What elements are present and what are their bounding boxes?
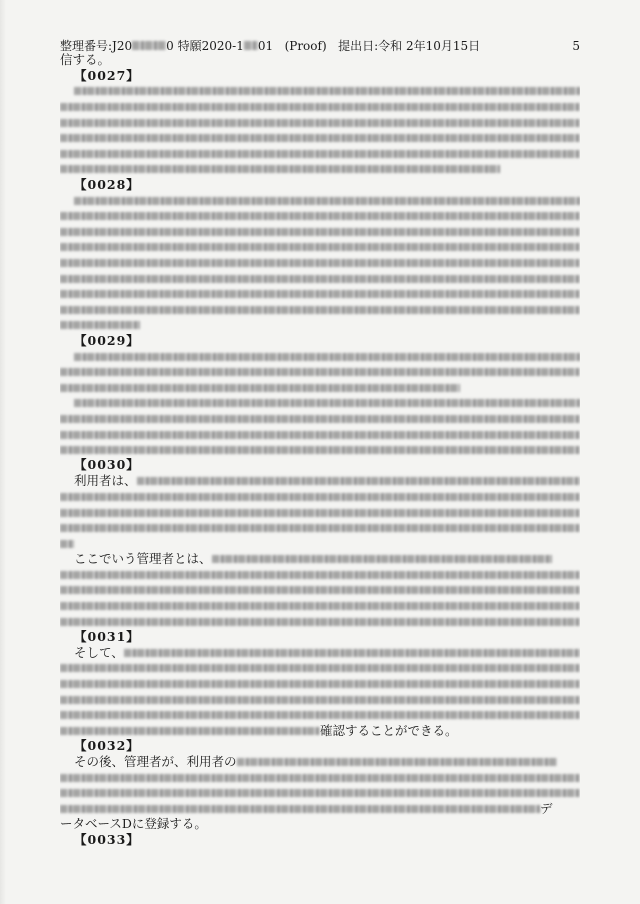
redacted-text: [60, 727, 320, 735]
redacted-text: [60, 243, 580, 251]
proof-mark: (Proof): [284, 39, 327, 53]
paragraph-number: 【0031】: [74, 628, 140, 644]
text-line: [60, 473, 580, 489]
redacted-text: [137, 477, 580, 485]
redacted-text: [60, 664, 580, 672]
text-line: [60, 442, 580, 458]
redacted-text: [74, 399, 580, 407]
text-line: [60, 224, 580, 240]
text-line: [60, 130, 580, 146]
text-line: [60, 613, 580, 629]
redacted-text: [60, 306, 580, 314]
text-line: [60, 801, 580, 817]
text-line: [60, 754, 580, 770]
text-line: [60, 302, 580, 318]
text-line: [60, 146, 580, 162]
text-line: [60, 83, 580, 99]
text-line: [60, 645, 580, 661]
text-line: [60, 769, 580, 785]
text-line: [60, 192, 580, 208]
redacted-text: [60, 228, 580, 236]
text-line: [60, 348, 580, 364]
redacted-text: [124, 649, 580, 657]
line-text: 利用者は、: [74, 473, 137, 489]
redacted-text: [60, 711, 580, 719]
redacted-text: [60, 696, 580, 704]
application-number-tail: 01: [257, 39, 274, 53]
reference-number-label: 整理番号:J20: [60, 39, 133, 53]
paragraph-number: 【0027】: [74, 67, 140, 83]
text-line: [60, 99, 580, 115]
redacted-text: [60, 805, 540, 813]
redacted-text: [237, 758, 557, 766]
page-number: 5: [572, 39, 580, 53]
text-line: [60, 411, 580, 427]
text-line: [60, 691, 580, 707]
paragraph-number: 【0030】: [74, 457, 140, 473]
redacted-text: [60, 321, 140, 329]
paragraph-number: 【0033】: [74, 831, 140, 847]
text-line: [60, 52, 580, 68]
redacted-text: [60, 368, 580, 376]
text-line: [60, 504, 580, 520]
redacted-text: [60, 431, 580, 439]
text-line: [60, 286, 580, 302]
line-text-tail: デ: [540, 800, 553, 816]
redacted-text: [60, 212, 580, 220]
text-line: [60, 582, 580, 598]
text-line: [60, 114, 580, 130]
redacted-text: [74, 87, 580, 95]
redacted-text: [74, 353, 580, 361]
redacted-text: [60, 165, 500, 173]
line-text: ここでいう管理者とは、: [74, 551, 212, 566]
text-line: [60, 567, 580, 583]
redacted-text: [60, 275, 580, 283]
redacted-text: [60, 509, 580, 517]
reference-number-tail: 0: [166, 39, 174, 53]
redacted-text: [60, 774, 580, 782]
text-line: [60, 395, 580, 411]
paragraph-number: 【0032】: [74, 738, 140, 754]
text-line: [60, 785, 580, 801]
paragraph-number: 【0028】: [74, 176, 140, 192]
redacted-text: [60, 540, 74, 548]
redacted-text: [60, 384, 460, 392]
redacted-text: [60, 103, 580, 111]
redacted-text: [60, 493, 580, 501]
redacted-application: [244, 41, 258, 50]
redacted-text: [60, 571, 580, 579]
text-line: [60, 379, 580, 395]
redacted-text: [74, 197, 580, 205]
line-text: そして、: [74, 644, 124, 660]
redacted-text: [60, 446, 580, 454]
text-line: [60, 364, 580, 380]
text-line: [60, 270, 580, 286]
text-line: [60, 520, 580, 536]
line-text: 信する。: [60, 52, 111, 67]
paragraph-number: 【0029】: [74, 332, 140, 348]
text-line: [60, 551, 580, 567]
text-line: [60, 535, 580, 551]
text-line: [60, 255, 580, 271]
redacted-text: [60, 618, 580, 626]
redacted-text: [60, 415, 580, 423]
scan-edge-left: [0, 0, 6, 904]
redacted-text: [60, 134, 580, 142]
text-line: [60, 676, 580, 692]
text-line: [60, 317, 580, 333]
redacted-text: [60, 119, 580, 127]
text-line: [60, 723, 580, 739]
line-text: その後、管理者が、利用者の: [74, 753, 237, 769]
redacted-text: [60, 586, 580, 594]
text-line: [60, 598, 580, 614]
redacted-text: [60, 602, 580, 610]
text-line: [60, 239, 580, 255]
line-text-tail: 確認することができる。: [320, 722, 458, 738]
redacted-text: [60, 789, 580, 797]
redacted-reference: [132, 41, 166, 50]
redacted-text: [60, 290, 580, 298]
document-body: [60, 52, 580, 847]
text-line: [60, 161, 580, 177]
redacted-text: [212, 555, 552, 563]
application-number-label: 特願2020-1: [177, 39, 244, 53]
text-line: [60, 426, 580, 442]
redacted-text: [60, 259, 580, 267]
text-line: [60, 660, 580, 676]
text-line: [60, 816, 580, 832]
redacted-text: [60, 680, 580, 688]
text-line: [60, 707, 580, 723]
text-line: [60, 489, 580, 505]
text-line: [60, 208, 580, 224]
redacted-text: [60, 524, 580, 532]
line-text: ータベースDに登録する。: [60, 816, 207, 832]
filing-date: 提出日:令和 2年10月15日: [338, 39, 481, 53]
redacted-text: [60, 150, 580, 158]
